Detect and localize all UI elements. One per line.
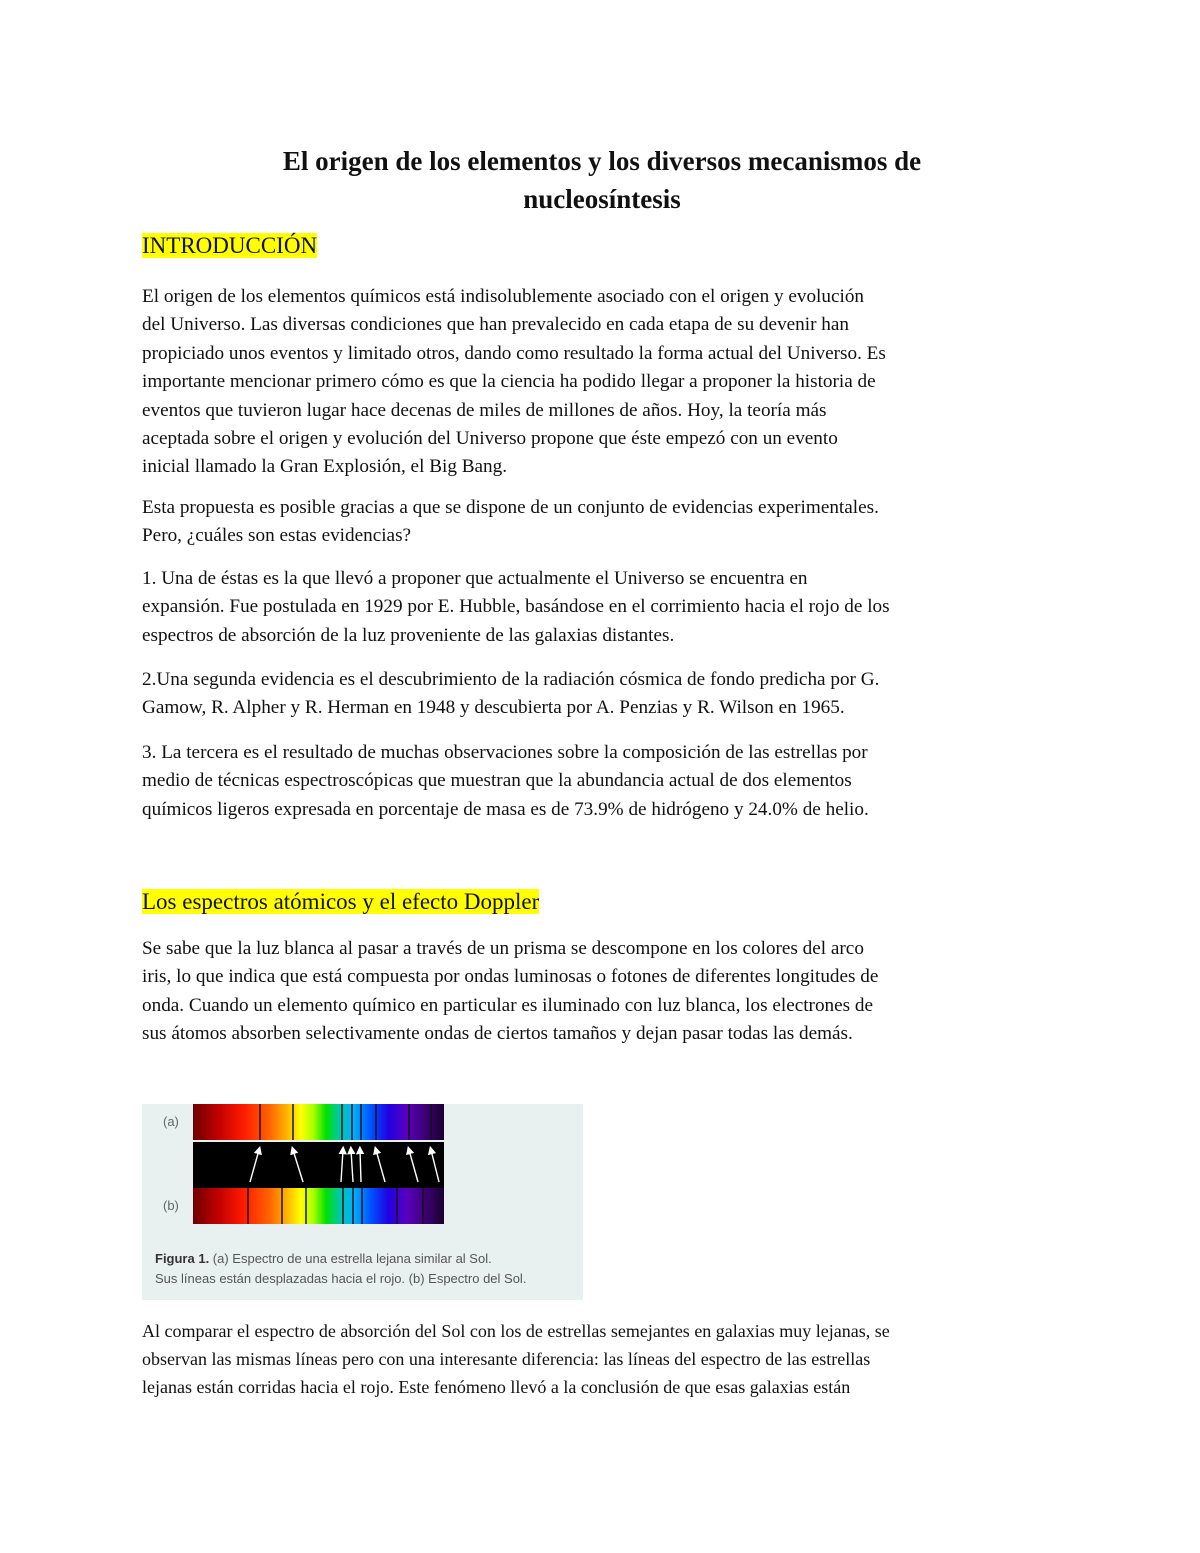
text-line: Pero, ¿cuáles son estas evidencias?: [142, 525, 412, 547]
paragraph-comparacion: [142, 1317, 1062, 1402]
text-line: onda. Cuando un elemento químico en particular es iluminado con luz blanca, los electrones de: [142, 994, 874, 1016]
paragraph-evidence-2: [142, 666, 1062, 723]
caption-label: Figura 1.: [155, 1251, 210, 1266]
text-line: 3. La tercera es el resultado de muchas observaciones sobre la composición de las estrellas por: [142, 742, 868, 763]
text-line: inicial llamado la Gran Explosión, el Big Bang.: [142, 456, 508, 478]
section-heading-introduccion: [142, 231, 317, 261]
text-line: expansión. Fue postulada en 1929 por E. Hubble, basándose en el corrimiento hacia el rojo de los: [142, 596, 890, 618]
spectrum-sun: [193, 1188, 444, 1224]
text-line: 1. Una de éstas es la que llevó a proponer que actualmente el Universo se encuentra en: [142, 568, 808, 589]
text-line: iris, lo que indica que está compuesta por ondas luminosas o fotones de diferentes longitudes de: [142, 966, 879, 988]
title-line-1: El origen de los elementos y los diversos mecanismos de: [282, 146, 922, 176]
text-line: 2.Una segunda evidencia es el descubrimiento de la radiación cósmica de fondo predicha por G.: [142, 669, 880, 690]
text-line: medio de técnicas espectroscópicas que muestran que la abundancia actual de dos elementos: [142, 770, 852, 792]
text-line: Al comparar el espectro de absorción del Sol con los de estrellas semejantes en galaxias muy lejanas, se: [142, 1321, 890, 1341]
paragraph-evidence-3: [142, 739, 1062, 824]
text-line: sus átomos absorben selectivamente ondas de ciertos tamaños y dejan pasar todas las demás.: [142, 1023, 853, 1045]
figure-label-a: (a): [163, 1114, 179, 1129]
section-heading-text: Los espectros atómicos y el efecto Doppler: [142, 889, 540, 914]
figure-label-b: (b): [163, 1198, 179, 1213]
spectrum-distant-star: [193, 1104, 444, 1140]
text-line: El origen de los elementos químicos está indisolublemente asociado con el origen y evolución: [142, 286, 865, 307]
text-line: químicos ligeros expresada en porcentaje de masa es de 73.9% de hidrógeno y 24.0% de helio.: [142, 798, 869, 820]
caption-line-1: (a) Espectro de una estrella lejana similar al Sol.: [209, 1251, 492, 1266]
shift-arrows-band: [193, 1142, 444, 1188]
text-line: del Universo. Las diversas condiciones que han prevalecido en cada etapa de su devenir han: [142, 314, 849, 336]
paragraph-evidence-1: [142, 565, 1062, 650]
text-line: espectros de absorción de la luz proveniente de las galaxias distantes.: [142, 624, 675, 646]
text-line: aceptada sobre el origen y evolución del Universo propone que éste empezó con un evento: [142, 428, 838, 450]
paragraph-intro: [142, 283, 1062, 482]
text-line: eventos que tuvieron lugar hace decenas de miles de millones de años. Hoy, la teoría más: [142, 399, 827, 421]
section-heading-espectros: [142, 887, 539, 917]
text-line: lejanas están corridas hacia el rojo. Este fenómeno llevó a la conclusión de que esas galaxias están: [142, 1377, 851, 1398]
figure-caption: [155, 1249, 575, 1289]
shift-arrows-icon: [193, 1142, 444, 1188]
text-line: observan las mismas líneas pero con una interesante diferencia: las líneas del espectro de las estrellas: [142, 1349, 871, 1370]
text-line: propiciado unos eventos y limitado otros, dando como resultado la forma actual del Universo. Es: [142, 342, 886, 364]
document-title: [142, 142, 1062, 218]
text-line: Se sabe que la luz blanca al pasar a través de un prisma se descompone en los colores del arco: [142, 938, 864, 959]
section-heading-text: INTRODUCCIÓN: [142, 233, 318, 258]
text-line: importante mencionar primero cómo es que la ciencia ha podido llegar a proponer la historia de: [142, 371, 876, 393]
paragraph-luz-blanca: [142, 935, 1062, 1049]
text-line: Gamow, R. Alpher y R. Herman en 1948 y descubierta por A. Penzias y R. Wilson en 1965.: [142, 697, 845, 719]
title-line-2: nucleosíntesis: [523, 184, 681, 214]
caption-line-2: Sus líneas están desplazadas hacia el rojo. (b) Espectro del Sol.: [155, 1271, 527, 1286]
text-line: Esta propuesta es posible gracias a que se dispone de un conjunto de evidencias experimentales.: [142, 497, 879, 518]
spectrum-figure: [142, 1104, 583, 1300]
paragraph-evidencias: [142, 494, 1062, 551]
